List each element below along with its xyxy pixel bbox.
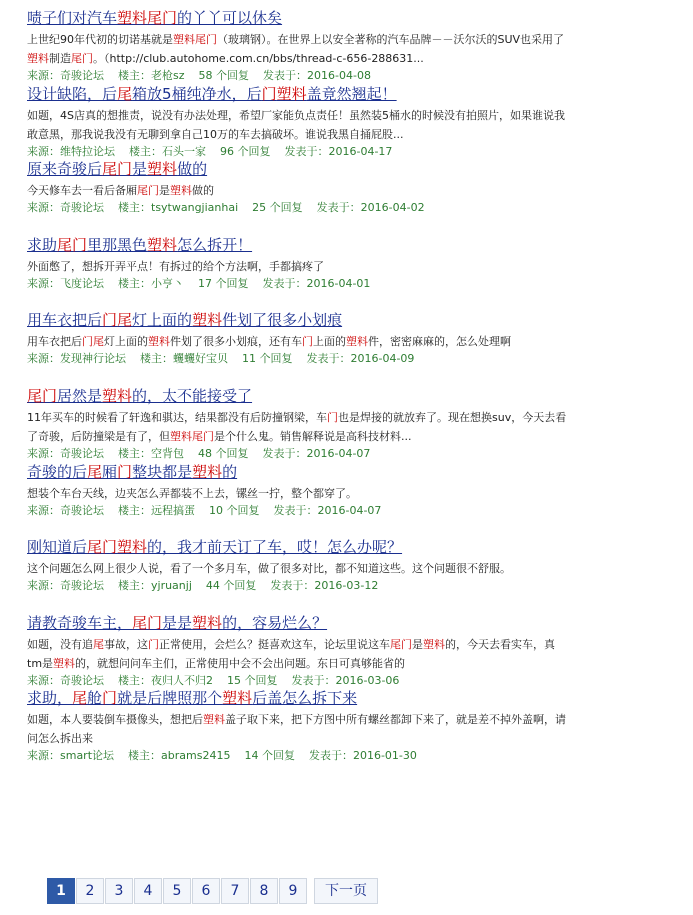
keyword-highlight: 门 xyxy=(261,84,277,103)
author-label: 楼主： xyxy=(118,276,151,290)
keyword-highlight: 塑料 xyxy=(423,637,445,651)
source-label: 来源： xyxy=(27,276,60,290)
keyword-highlight: 尾 xyxy=(93,637,104,651)
result-meta xyxy=(27,446,693,462)
author-name[interactable]: 小亨丶 xyxy=(151,276,184,290)
keyword-highlight: 尾 xyxy=(93,335,104,349)
reply-count: 44 个回复 xyxy=(205,579,257,593)
keyword-highlight: 塑料 xyxy=(53,656,76,670)
keyword-highlight: 塑料 xyxy=(346,335,368,349)
reply-count: 10 个回复 xyxy=(209,503,260,517)
keyword-highlight: 塑料 xyxy=(170,429,192,443)
post-date: 2016-03-06 xyxy=(335,673,400,687)
keyword-highlight: 塑料 xyxy=(27,52,49,65)
posted-label: 发表于： xyxy=(262,276,307,290)
search-result-item xyxy=(27,159,693,235)
result-title-link[interactable]: 原来奇骏后尾门是塑料做的 xyxy=(27,160,208,179)
next-page-button[interactable]: 下一页 xyxy=(314,878,378,904)
page-5-button[interactable]: 5 xyxy=(163,878,191,904)
result-snippet: 今天修车去一看后备厢尾门是塑料做的 xyxy=(27,184,214,198)
reply-count: 15 个回复 xyxy=(227,673,278,687)
source-link[interactable]: 奇骏论坛 xyxy=(60,503,104,517)
reply-count: 14 个回复 xyxy=(244,749,295,763)
keyword-highlight: 塑料 xyxy=(102,386,133,405)
post-date: 2016-04-07 xyxy=(317,503,382,517)
keyword-highlight: 尾门 xyxy=(147,9,178,27)
source-label: 来源： xyxy=(27,579,60,593)
source-link[interactable]: 维特拉论坛 xyxy=(60,144,115,158)
result-meta xyxy=(27,276,693,292)
source-label: 来源： xyxy=(27,69,60,82)
author-name[interactable]: 蠼蠼好宝贝 xyxy=(173,352,228,366)
author-label: 楼主： xyxy=(140,352,173,366)
author-label: 楼主： xyxy=(118,446,151,460)
result-title-link[interactable]: 用车衣把后门尾灯上面的塑料件划了很多小划痕 xyxy=(27,311,343,330)
posted-label: 发表于： xyxy=(316,201,361,215)
search-result-item xyxy=(27,537,693,613)
keyword-highlight: 门 xyxy=(102,689,118,708)
keyword-highlight: 塑料 xyxy=(117,9,148,27)
result-title-link[interactable]: 求助尾门里那黑色塑料怎么拆开！ xyxy=(27,235,253,254)
reply-count: 96 个回复 xyxy=(220,144,271,158)
keyword-highlight: 塑料 xyxy=(192,311,223,330)
post-date: 2016-04-01 xyxy=(306,276,371,290)
keyword-highlight: 尾门 xyxy=(102,160,133,179)
search-result-item xyxy=(27,235,693,311)
reply-count: 58 个回复 xyxy=(198,69,250,82)
page-8-button[interactable]: 8 xyxy=(250,878,278,904)
reply-count: 48 个回复 xyxy=(198,446,249,460)
source-link[interactable]: 奇骏论坛 xyxy=(60,446,104,460)
result-snippet: 想装个车台天线，边夹怎么弄都装不上去，镙丝一拧，整个都穿了。 xyxy=(27,486,357,500)
result-snippet: 如题，4S店真的想推责，说没有办法处理，希望厂家能负点责任！虽然装5桶水的时候没有拍照片，如果谁说我敢意黑，那我说我没有无聊到拿自己10万的车去搞破坏。谁说我黑自捅屁股... xyxy=(27,108,565,141)
page-6-button[interactable]: 6 xyxy=(192,878,220,904)
keyword-highlight: 尾门 xyxy=(87,538,118,557)
keyword-highlight: 门 xyxy=(148,637,159,651)
search-result-item xyxy=(27,688,693,764)
source-label: 来源： xyxy=(27,673,60,687)
posted-label: 发表于： xyxy=(262,446,307,460)
post-date: 2016-04-09 xyxy=(350,352,415,366)
keyword-highlight: 尾门 xyxy=(71,52,93,65)
keyword-highlight: 尾门 xyxy=(27,386,58,405)
search-result-item xyxy=(27,386,693,462)
source-link[interactable]: 奇骏论坛 xyxy=(60,579,104,593)
result-snippet: 如题，没有追尾事故，这门正常使用，会烂么？挺喜欢这车，论坛里说这车尾门是塑料的，今天去看实车，真tm是塑料的，就想问问车主们，正常使用中会不会出问题。东日可真够能省的 xyxy=(27,637,555,670)
author-label: 楼主： xyxy=(129,144,162,158)
result-meta xyxy=(27,673,693,689)
author-label: 楼主： xyxy=(128,749,162,763)
result-snippet: 11年买车的时候看了轩逸和骐达，结果都没有后防撞钢梁，车门也是焊接的就放弃了。现在想换suv，今天去看了奇骏，后防撞梁是有了，但塑料尾门是个什么鬼。销售解释说是高科技材料... xyxy=(27,410,567,443)
post-date: 2016-04-08 xyxy=(307,69,371,82)
source-link[interactable]: 发现神行论坛 xyxy=(60,352,126,366)
keyword-highlight: 尾 xyxy=(87,462,103,481)
keyword-highlight: 尾门 xyxy=(195,33,217,46)
author-label: 楼主： xyxy=(118,503,151,517)
result-title-link[interactable]: 奇骏的后尾厢门整块都是塑料的 xyxy=(27,462,238,481)
result-snippet: 如题，本人要装倒车摄像头，想把后塑料盖子取下来，把下方图中所有螺丝都卸下来了，就是差不掉外盖啊，请问怎么拆出来 xyxy=(27,713,566,746)
page-9-button[interactable]: 9 xyxy=(279,878,307,904)
page-7-button[interactable]: 7 xyxy=(221,878,249,904)
result-meta xyxy=(27,748,693,764)
source-link[interactable]: 奇骏论坛 xyxy=(60,673,104,687)
result-title-link[interactable]: 啧子们对汽车塑料尾门的丫丫可以休矣 xyxy=(27,9,283,27)
search-result-item xyxy=(27,84,693,160)
source-label: 来源： xyxy=(27,201,60,215)
keyword-highlight: 门 xyxy=(82,335,93,349)
result-meta xyxy=(27,68,693,84)
keyword-highlight: 塑料 xyxy=(147,235,178,254)
keyword-highlight: 塑料 xyxy=(192,613,223,632)
author-label: 楼主： xyxy=(118,201,151,215)
source-label: 来源： xyxy=(27,749,60,763)
page-2-button[interactable]: 2 xyxy=(76,878,104,904)
result-meta xyxy=(27,200,693,216)
author-name[interactable]: yjruanjj xyxy=(151,579,192,593)
keyword-highlight: 塑料 xyxy=(192,462,223,481)
source-link[interactable]: 奇骏论坛 xyxy=(60,201,104,215)
posted-label: 发表于： xyxy=(273,503,318,517)
keyword-highlight: 塑料 xyxy=(170,184,192,198)
source-label: 来源： xyxy=(27,144,60,158)
posted-label: 发表于： xyxy=(308,749,353,763)
reply-count: 17 个回复 xyxy=(198,276,249,290)
keyword-highlight: 门 xyxy=(302,335,313,349)
keyword-highlight: 塑料 xyxy=(148,335,170,349)
author-name[interactable]: tsytwangjianhai xyxy=(151,201,239,215)
author-label: 楼主： xyxy=(118,69,151,82)
author-label: 楼主： xyxy=(118,673,151,687)
search-result-item xyxy=(27,8,693,84)
keyword-highlight: 尾 xyxy=(72,689,88,708)
keyword-highlight: 塑料 xyxy=(147,160,178,179)
post-date: 2016-04-02 xyxy=(360,201,425,215)
search-result-item xyxy=(27,310,693,386)
source-label: 来源： xyxy=(27,503,60,517)
keyword-highlight: 尾门 xyxy=(192,429,214,443)
keyword-highlight: 塑料 xyxy=(222,689,253,708)
author-name[interactable]: abrams2415 xyxy=(161,749,231,763)
keyword-highlight: 尾门 xyxy=(132,613,163,632)
result-snippet: 用车衣把后门尾灯上面的塑料件划了很多小划痕，还有车门上面的塑料件，密密麻麻的，怎么处理啊 xyxy=(27,335,511,349)
source-link[interactable]: smart论坛 xyxy=(60,749,115,763)
author-name[interactable]: 老枪sz xyxy=(151,69,185,82)
result-title-link[interactable]: 设计缺陷，后尾箱放5桶纯净水，后门塑料盖竟然翘起！ xyxy=(27,84,397,103)
posted-label: 发表于： xyxy=(263,69,308,82)
page-3-button[interactable]: 3 xyxy=(105,878,133,904)
keyword-highlight: 塑料 xyxy=(117,538,148,557)
post-date: 2016-04-07 xyxy=(306,446,371,460)
source-link[interactable]: 奇骏论坛 xyxy=(60,69,104,82)
posted-label: 发表于： xyxy=(284,144,329,158)
keyword-highlight: 塑料 xyxy=(173,33,195,46)
source-link[interactable]: 飞度论坛 xyxy=(60,276,104,290)
post-date: 2016-04-17 xyxy=(328,144,393,158)
page-4-button[interactable]: 4 xyxy=(134,878,162,904)
result-title-link[interactable]: 刚知道后尾门塑料的，我才前天订了车，哎！怎么办呢？ xyxy=(27,538,403,557)
posted-label: 发表于： xyxy=(291,673,336,687)
result-snippet: 这个问题怎么网上很少人说，看了一个多月车，做了很多对比，都不知道这些。这个问题很不舒服。 xyxy=(27,562,511,576)
result-meta xyxy=(27,144,693,160)
result-meta xyxy=(27,503,693,519)
author-label: 楼主： xyxy=(118,579,151,593)
pagination xyxy=(47,878,379,904)
keyword-highlight: 塑料 xyxy=(203,713,225,727)
search-result-item xyxy=(27,613,693,689)
author-name[interactable]: 空背包 xyxy=(151,446,184,460)
page-1-button[interactable]: 1 xyxy=(47,878,75,904)
keyword-highlight: 门 xyxy=(117,462,133,481)
author-name[interactable]: 远程搞蛋 xyxy=(151,503,195,517)
result-snippet: 上世纪90年代初的切诺基就是塑料尾门（玻璃钢）。在世界上以安全著称的汽车品牌－－沃尔沃的SUV也采用了塑料制造尾门。（http://club.autohome.com.cn/bbs/thread-c-656-288631... xyxy=(27,33,565,65)
source-label: 来源： xyxy=(27,352,60,366)
post-date: 2016-01-30 xyxy=(352,749,417,763)
search-result-item xyxy=(27,462,693,538)
keyword-highlight: 尾门 xyxy=(390,637,412,651)
result-title-link[interactable]: 请教奇骏车主，尾门是是塑料的，容易烂么？ xyxy=(27,613,328,632)
reply-count: 25 个回复 xyxy=(252,201,303,215)
source-label: 来源： xyxy=(27,446,60,460)
posted-label: 发表于： xyxy=(270,579,315,593)
result-meta xyxy=(27,578,693,594)
keyword-highlight: 门 xyxy=(102,311,118,330)
keyword-highlight: 尾 xyxy=(117,84,133,103)
keyword-highlight: 尾门 xyxy=(57,235,88,254)
result-title-link[interactable]: 求助，尾舱门就是后牌照那个塑料后盖怎么拆下来 xyxy=(27,689,358,708)
author-name[interactable]: 石头一家 xyxy=(162,144,206,158)
author-name[interactable]: 夜归人不归2 xyxy=(151,673,213,687)
post-date: 2016-03-12 xyxy=(314,579,379,593)
result-title-link[interactable]: 尾门居然是塑料的，太不能接受了 xyxy=(27,386,253,405)
result-meta xyxy=(27,351,693,367)
posted-label: 发表于： xyxy=(306,352,351,366)
keyword-highlight: 尾门 xyxy=(137,184,159,198)
keyword-highlight: 塑料 xyxy=(276,84,307,103)
keyword-highlight: 尾 xyxy=(117,311,133,330)
result-snippet: 外面憋了，想拆开弄平点！有拆过的给个方法啊，手都搞疼了 xyxy=(27,259,324,273)
keyword-highlight: 门 xyxy=(327,410,338,424)
reply-count: 11 个回复 xyxy=(242,352,293,366)
